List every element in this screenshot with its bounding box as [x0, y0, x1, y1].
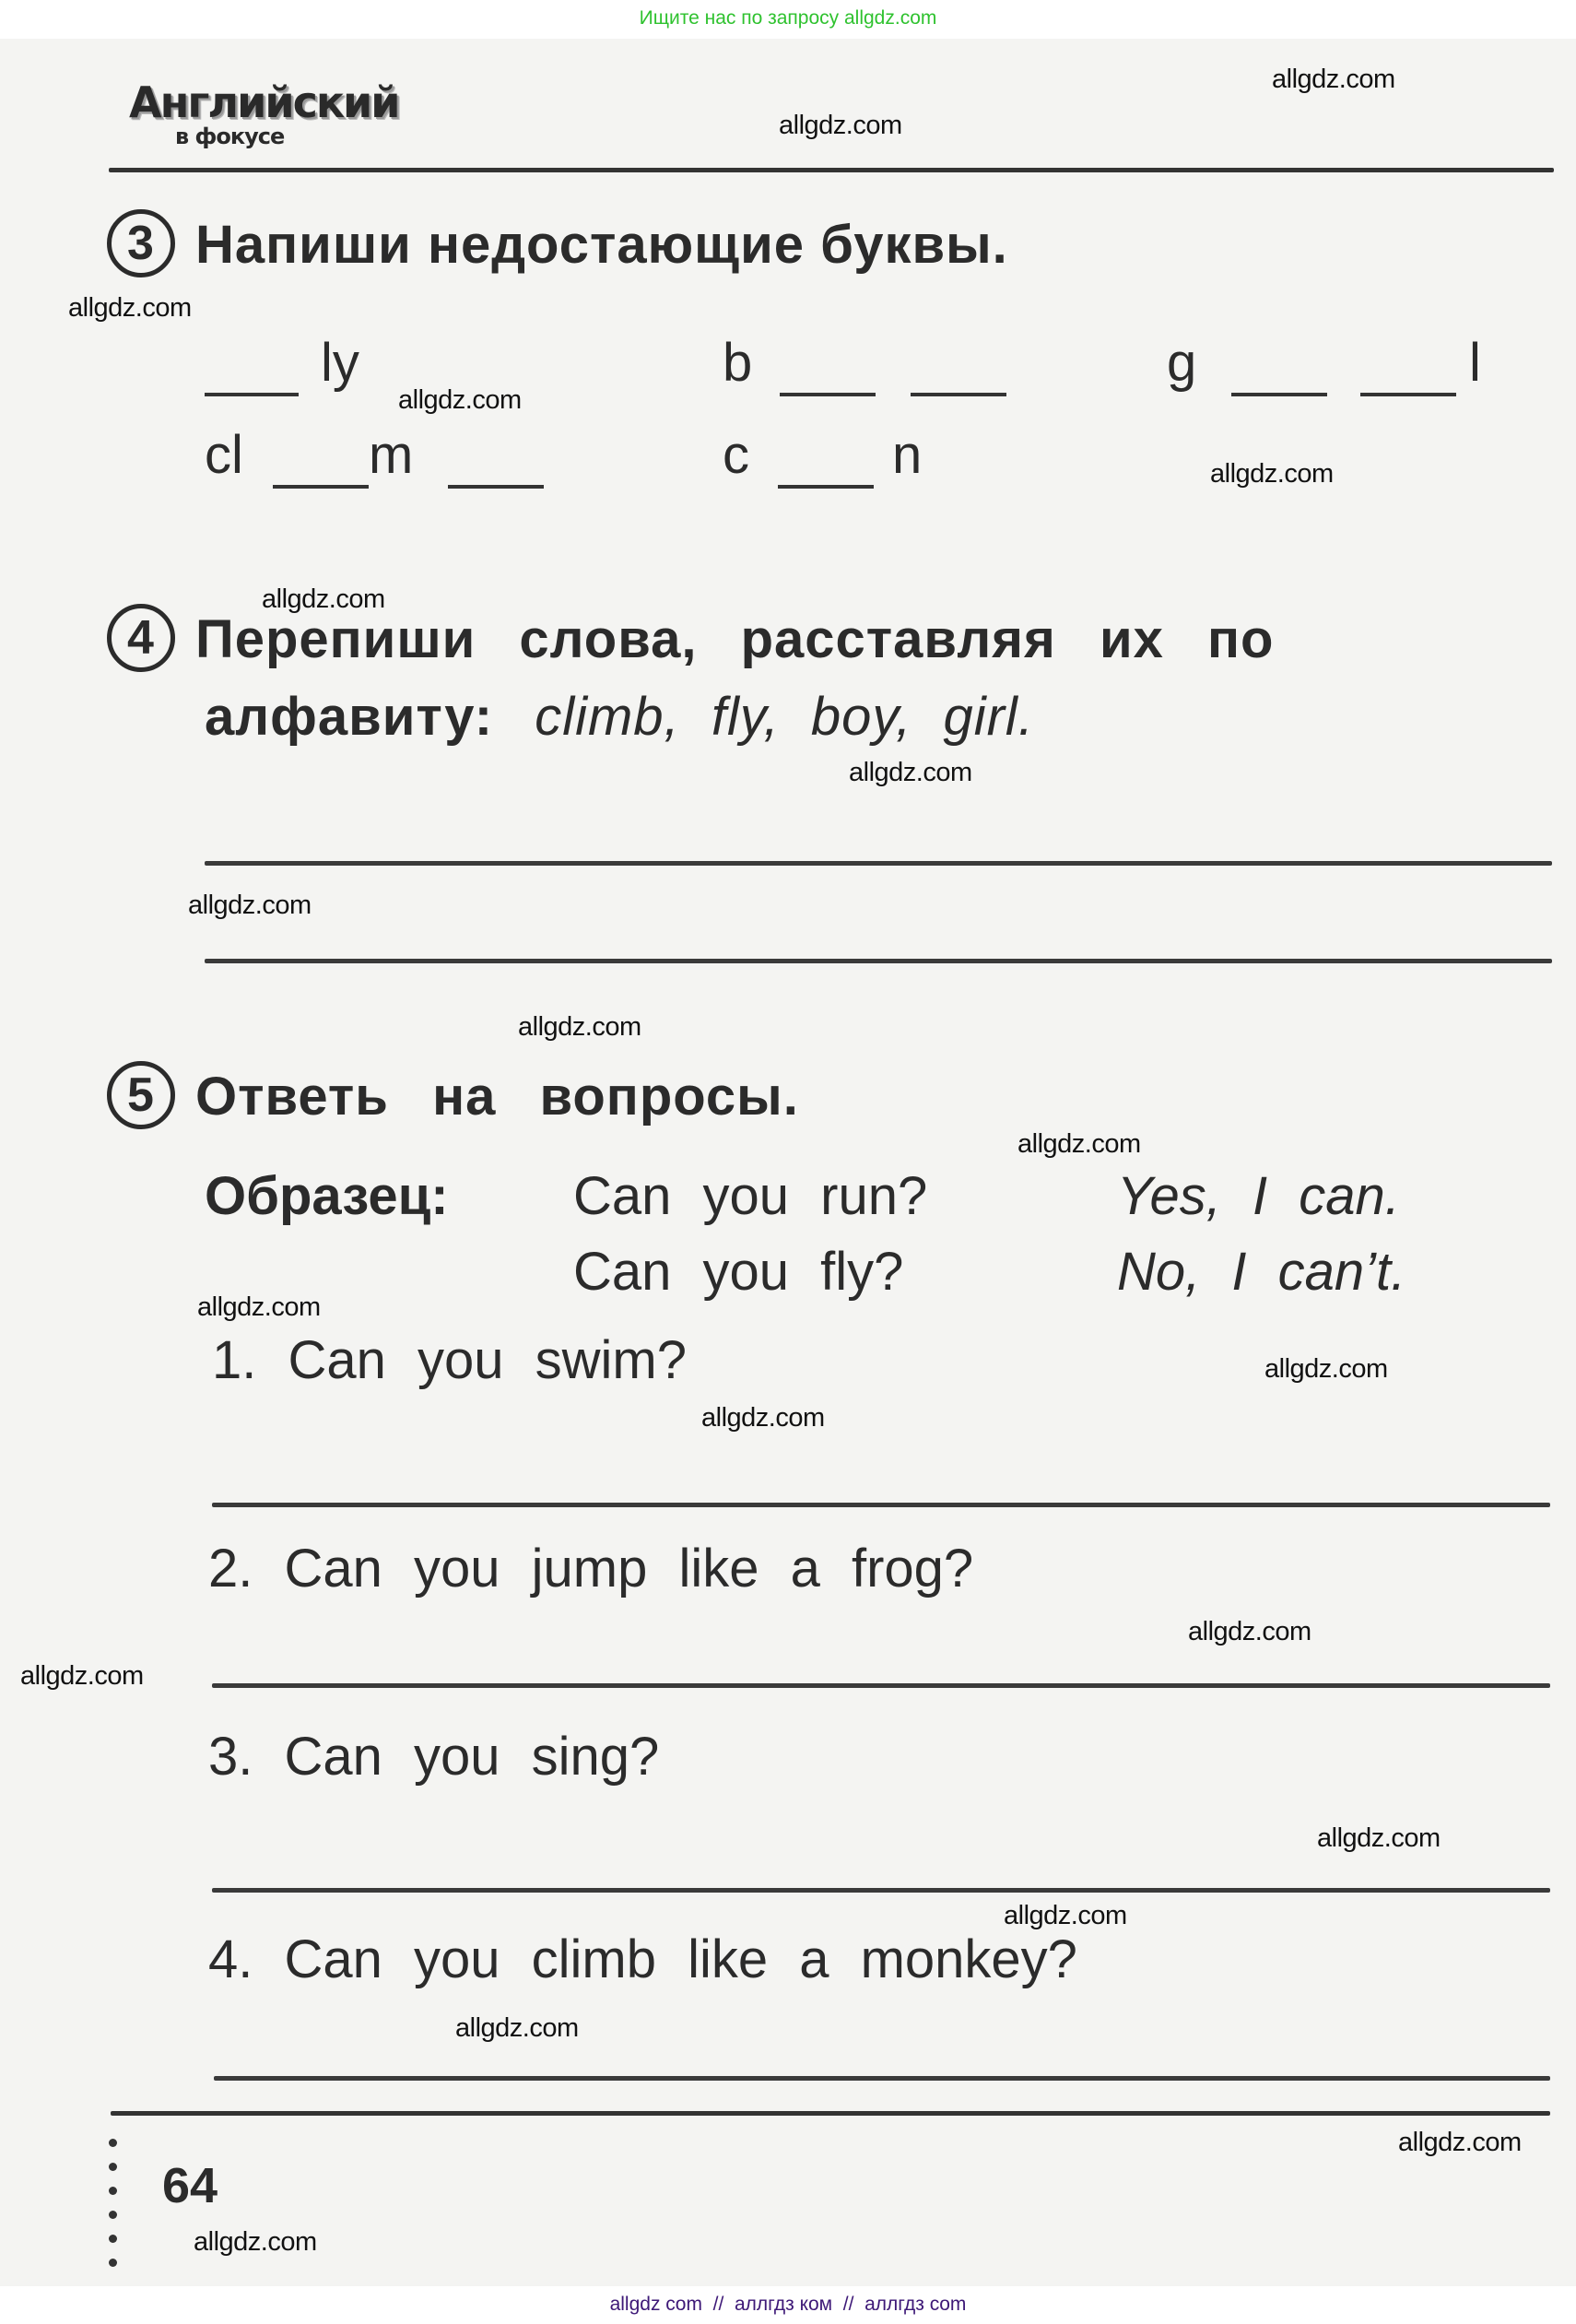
question-3: 3. Can you sing?: [208, 1727, 660, 1787]
answer-line[interactable]: [214, 2076, 1550, 2081]
word-fragment: n: [892, 425, 923, 485]
word-fragment: cl: [205, 425, 243, 485]
exercise-number-badge: 3: [107, 209, 175, 277]
word-fragment: b: [723, 333, 753, 393]
question-1: 1. Can you swim?: [212, 1330, 687, 1390]
watermark: allgdz.com: [779, 111, 902, 140]
letter-blank[interactable]: [1231, 393, 1327, 396]
letter-blank[interactable]: [780, 393, 876, 396]
letter-blank[interactable]: [273, 485, 369, 489]
answer-line[interactable]: [212, 1503, 1550, 1507]
exercise-3-heading: [107, 214, 1008, 283]
book-logo: [129, 77, 406, 151]
exercise-5-heading: [107, 1066, 799, 1135]
watermark: allgdz.com: [518, 1012, 641, 1042]
word-list: climb, fly, boy, girl.: [535, 687, 1034, 747]
watermark: allgdz.com: [455, 2013, 579, 2043]
sample-answer: No, I can’t.: [1117, 1242, 1406, 1302]
watermark: allgdz.com: [1264, 1354, 1388, 1384]
word-fragment: g: [1167, 333, 1197, 393]
question-4: 4. Can you climb like a monkey?: [208, 1929, 1077, 1989]
logo-title: Английский: [129, 77, 399, 127]
word-fragment: ly: [321, 333, 359, 393]
watermark: allgdz.com: [262, 584, 385, 614]
letter-blank[interactable]: [778, 485, 874, 489]
watermark: allgdz.com: [20, 1661, 144, 1691]
watermark: allgdz.com: [197, 1292, 321, 1322]
watermark: allgdz.com: [1210, 459, 1334, 489]
watermark: allgdz.com: [188, 891, 312, 920]
word-fragment: l: [1469, 333, 1481, 393]
watermark: allgdz.com: [398, 385, 522, 415]
letter-blank[interactable]: [448, 485, 544, 489]
bottom-banner: allgdz com // аллгдз ком // аллгдз com: [0, 2286, 1576, 2324]
header-divider: [109, 168, 1554, 172]
exercise-5-title: Ответь на вопросы.: [195, 1067, 799, 1127]
dotted-margin: [109, 2139, 118, 2286]
exercise-number-badge: 4: [107, 604, 175, 672]
exercise-3-title: Напиши недостающие буквы.: [195, 215, 1008, 275]
watermark: allgdz.com: [1004, 1901, 1127, 1930]
logo-subtitle: в фокусе: [175, 124, 285, 149]
sample-question: Can you run?: [573, 1166, 928, 1226]
watermark: allgdz.com: [1317, 1823, 1441, 1853]
watermark: allgdz.com: [1272, 65, 1395, 94]
sample-label: Образец:: [205, 1166, 449, 1226]
letter-blank[interactable]: [1360, 393, 1456, 396]
watermark: allgdz.com: [1398, 2128, 1522, 2157]
answer-line[interactable]: [205, 959, 1552, 963]
exercise-4-title: Перепиши слова, расставляя их по: [195, 609, 1275, 669]
letter-blank[interactable]: [205, 393, 299, 396]
word-fragment: c: [723, 425, 749, 485]
answer-line[interactable]: [212, 1683, 1550, 1688]
top-banner: Ищите нас по запросу allgdz.com: [0, 0, 1576, 39]
question-2: 2. Can you jump like a frog?: [208, 1539, 974, 1598]
watermark: allgdz.com: [194, 2227, 317, 2257]
watermark: allgdz.com: [68, 293, 192, 323]
watermark: allgdz.com: [1188, 1617, 1311, 1646]
page-number: 64: [162, 2158, 218, 2213]
sample-answer: Yes, I can.: [1117, 1166, 1400, 1226]
word-fragment: m: [369, 425, 414, 485]
alphabet-label: алфавиту:: [205, 687, 494, 747]
sample-question: Can you fly?: [573, 1242, 904, 1302]
footer-divider: [111, 2111, 1550, 2116]
watermark: allgdz.com: [849, 758, 972, 787]
exercise-number-badge: 5: [107, 1061, 175, 1129]
letter-blank[interactable]: [911, 393, 1006, 396]
watermark: allgdz.com: [1017, 1129, 1141, 1159]
watermark: allgdz.com: [701, 1403, 825, 1433]
answer-line[interactable]: [212, 1888, 1550, 1893]
exercise-4-heading-line2: [205, 686, 1034, 748]
exercise-4-heading: [107, 608, 1274, 678]
answer-line[interactable]: [205, 861, 1552, 866]
